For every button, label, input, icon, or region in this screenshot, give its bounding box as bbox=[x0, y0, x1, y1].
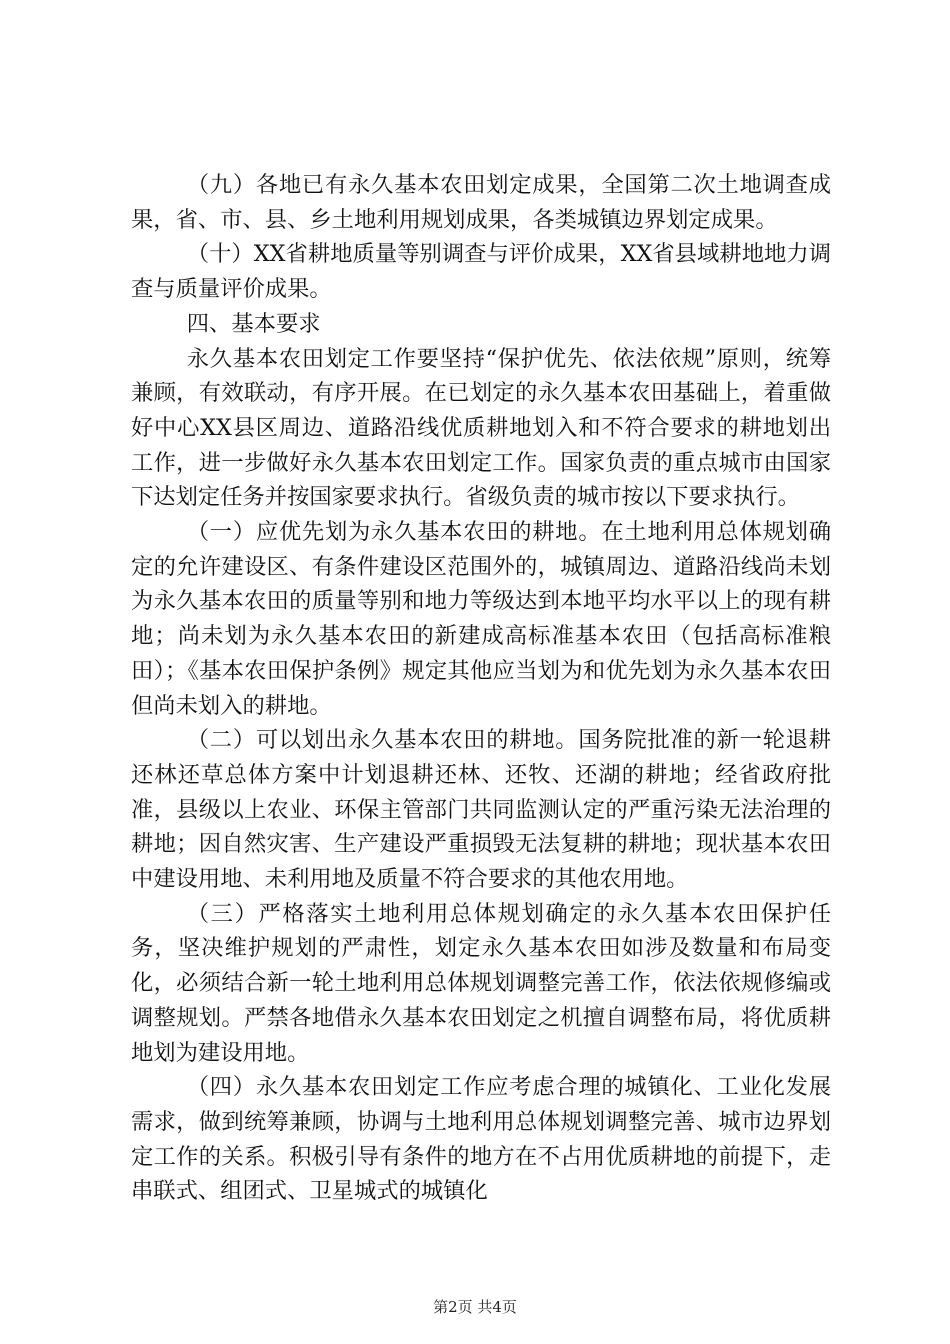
section-heading-basic-requirements: 四、基本要求 bbox=[186, 310, 321, 337]
paragraph-principles: 永久基本农田划定工作要坚持“保护优先、依法依规”原则，统筹兼顾，有效联动，有序开展。在已划定的永久基本农田基础上，着重做好中心XX县区周边、道路沿线优质耕地划入和不符合要求的耕地划出工作，进一步做好永久基本农田划定工作。国家负责的重点城市由国家下达划定任务并按国家要求执行。省级负责的城市按以下要求执行。 bbox=[131, 345, 831, 511]
page-number-footer: 第2页 共4页 bbox=[433, 1298, 517, 1316]
paragraph-item-10: （十）XX省耕地质量等别调查与评价成果，XX省县域耕地地力调查与质量评价成果。 bbox=[131, 241, 831, 303]
paragraph-requirement-2: （二）可以划出永久基本农田的耕地。国务院批准的新一轮退耕还林还草总体方案中计划退耕还林、还牧、还湖的耕地；经省政府批准，县级以上农业、环保主管部门共同监测认定的严重污染无法治理的耕地；因自然灾害、生产建设严重损毁无法复耕的耕地；现状基本农田中建设用地、未利用地及质量不符合要求的其他农用地。 bbox=[131, 727, 831, 893]
paragraph-item-9: （九）各地已有永久基本农田划定成果，全国第二次土地调查成果，省、市、县、乡土地利用规划成果，各类城镇边界划定成果。 bbox=[131, 172, 831, 233]
paragraph-requirement-3: （三）严格落实土地利用总体规划确定的永久基本农田保护任务，坚决维护规划的严肃性，划定永久基本农田如涉及数量和布局变化，必须结合新一轮土地利用总体规划调整完善工作，依法依规修编或调整规划。严禁各地借永久基本农田划定之机擅自调整布局，将优质耕地划为建设用地。 bbox=[131, 900, 831, 1066]
paragraph-requirement-1: （一）应优先划为永久基本农田的耕地。在土地利用总体规划确定的允许建设区、有条件建设区范围外的，城镇周边、道路沿线尚未划为永久基本农田的质量等别和地力等级达到本地平均水平以上的现有耕地；尚未划为永久基本农田的新建成高标准基本农田（包括高标准粮田）；《基本农田保护条例》规定其他应当划为和优先划为永久基本农田但尚未划入的耕地。 bbox=[131, 519, 831, 719]
paragraph-requirement-4: （四）永久基本农田划定工作应考虑合理的城镇化、工业化发展需求，做到统筹兼顾，协调与土地利用总体规划调整完善、城市边界划定工作的关系。积极引导有条件的地方在不占用优质耕地的前提下，走串联式、组团式、卫星城式的城镇化 bbox=[131, 1074, 831, 1205]
document-body bbox=[131, 168, 831, 1209]
